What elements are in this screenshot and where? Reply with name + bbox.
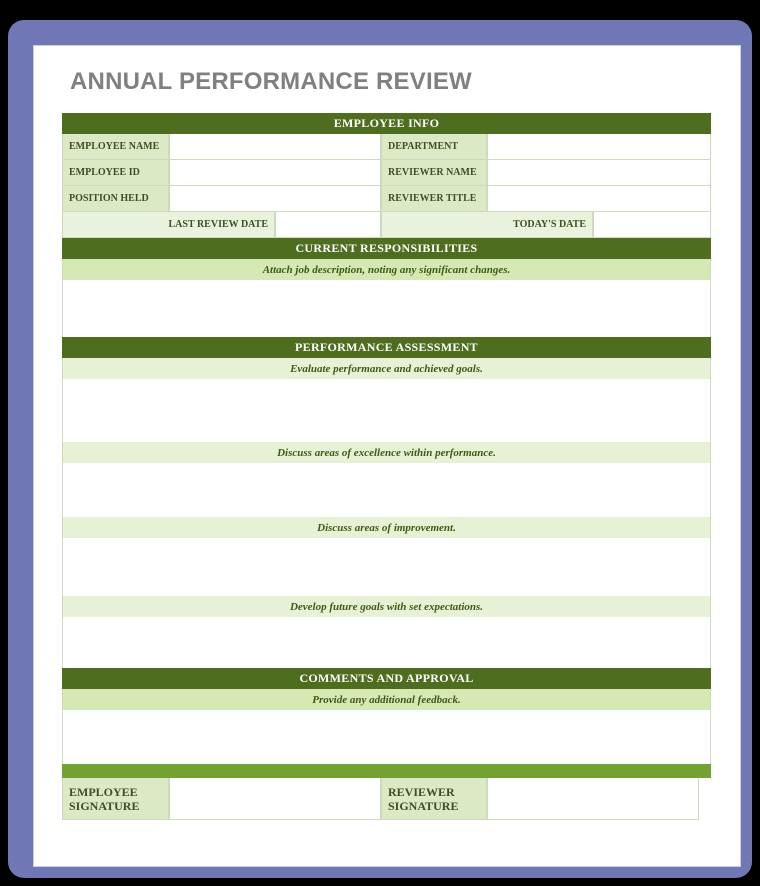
todays-date-label: TODAY'S DATE (381, 212, 593, 238)
section-header-current-responsibilities: CURRENT RESPONSIBILITIES (62, 238, 711, 259)
reviewer-signature-field[interactable] (487, 778, 699, 820)
employee-signature-label-line2: SIGNATURE (69, 798, 140, 813)
employee-name-field[interactable] (169, 134, 381, 160)
section-header-employee-info: EMPLOYEE INFO (62, 113, 711, 134)
employee-signature-label (62, 778, 169, 820)
employee-id-label: EMPLOYEE ID (62, 160, 169, 186)
form-page (34, 46, 740, 866)
section-header-performance-assessment: PERFORMANCE ASSESSMENT (62, 337, 711, 358)
page-title: ANNUAL PERFORMANCE REVIEW (70, 68, 472, 95)
reviewer-name-field[interactable] (487, 160, 711, 186)
todays-date-field[interactable] (593, 212, 711, 238)
improvement-text-area[interactable] (62, 538, 711, 596)
goals-prompt: Evaluate performance and achieved goals. (62, 358, 711, 379)
future-goals-prompt: Develop future goals with set expectations. (62, 596, 711, 617)
department-field[interactable] (487, 134, 711, 160)
signature-divider (62, 764, 711, 778)
reviewer-title-label: REVIEWER TITLE (381, 186, 487, 212)
responsibilities-prompt: Attach job description, noting any significant changes. (62, 259, 711, 280)
review-form (62, 113, 711, 820)
employee-signature-field[interactable] (169, 778, 381, 820)
employee-signature-label-line1: EMPLOYEE (69, 784, 138, 799)
employee-id-field[interactable] (169, 160, 381, 186)
reviewer-signature-label-line2: SIGNATURE (388, 798, 459, 813)
excellence-prompt: Discuss areas of excellence within performance. (62, 442, 711, 463)
position-held-field[interactable] (169, 186, 381, 212)
feedback-text-area[interactable] (62, 710, 711, 764)
goals-text-area[interactable] (62, 379, 711, 442)
employee-name-label: EMPLOYEE NAME (62, 134, 169, 160)
reviewer-signature-label (381, 778, 487, 820)
last-review-date-field[interactable] (275, 212, 381, 238)
future-goals-text-area[interactable] (62, 617, 711, 668)
position-held-label: POSITION HELD (62, 186, 169, 212)
last-review-date-label: LAST REVIEW DATE (62, 212, 275, 238)
department-label: DEPARTMENT (381, 134, 487, 160)
excellence-text-area[interactable] (62, 463, 711, 517)
reviewer-title-field[interactable] (487, 186, 711, 212)
document-frame (8, 20, 752, 878)
reviewer-name-label: REVIEWER NAME (381, 160, 487, 186)
improvement-prompt: Discuss areas of improvement. (62, 517, 711, 538)
section-header-comments-approval: COMMENTS AND APPROVAL (62, 668, 711, 689)
feedback-prompt: Provide any additional feedback. (62, 689, 711, 710)
reviewer-signature-label-line1: REVIEWER (388, 784, 455, 799)
responsibilities-text-area[interactable] (62, 280, 711, 337)
